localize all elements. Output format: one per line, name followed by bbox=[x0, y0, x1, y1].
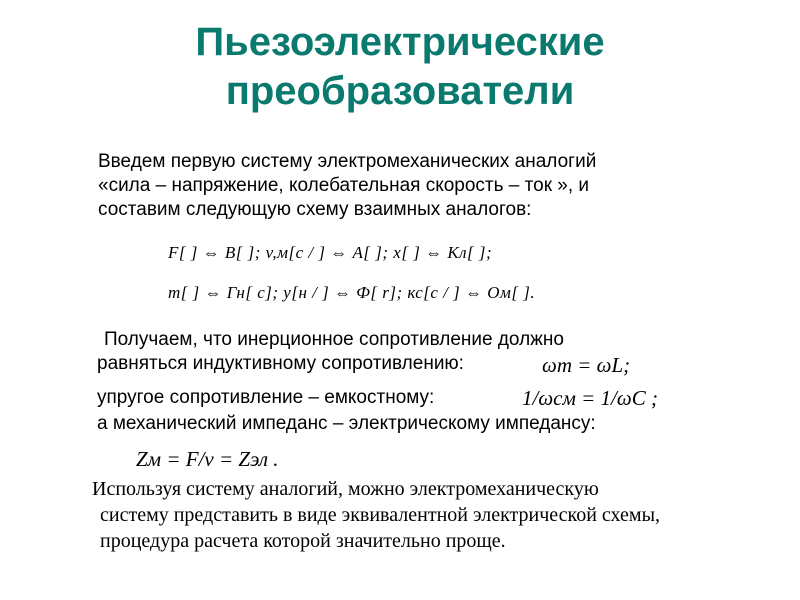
formula-impedance: Zм = F/v = Zэл . bbox=[136, 447, 279, 471]
conclusion-line-4: а механический импеданс – электрическому импедансу: bbox=[97, 413, 596, 434]
analogy-row-1: F[ ] ⇔ B[ ]; v,м[c / ] ⇔ A[ ]; x[ ] ⇔ Кл[ ]; bbox=[168, 243, 493, 262]
title-line-1: Пьезоэлектрические bbox=[195, 20, 605, 64]
final-line-1: Используя систему аналогий, можно электромеханическую bbox=[92, 478, 599, 500]
intro-line-1: Введем первую систему электромеханических аналогий bbox=[98, 151, 597, 172]
final-paragraph bbox=[92, 476, 660, 554]
formula-inertial: ωm = ωL; bbox=[542, 353, 631, 377]
analogy-row-2: m[ ] ⇔ Гн[ c]; y[н / ] ⇔ Ф[ r]; кс[c / ] ⇔ Ом[ ]. bbox=[168, 283, 536, 302]
conclusion-line-1: Получаем, что инерционное сопротивление должно bbox=[104, 329, 564, 350]
intro-line-3: составим следующую схему взаимных аналогов: bbox=[98, 199, 532, 220]
final-line-3: процедура расчета которой значительно проще. bbox=[100, 530, 506, 552]
final-line-2: систему представить в виде эквивалентной электрической схемы, bbox=[100, 504, 661, 526]
conclusion-line-3: упругое сопротивление – емкостному: bbox=[97, 387, 435, 408]
title-line-2: преобразователи bbox=[225, 69, 575, 113]
formula-elastic: 1/ωcм = 1/ωC ; bbox=[522, 386, 658, 410]
intro-line-2: «сила – напряжение, колебательная скорость – ток », и bbox=[98, 175, 590, 196]
intro-paragraph bbox=[98, 150, 596, 222]
page-title bbox=[0, 18, 800, 116]
conclusion-line-2: равняться индуктивному сопротивлению: bbox=[97, 353, 464, 374]
